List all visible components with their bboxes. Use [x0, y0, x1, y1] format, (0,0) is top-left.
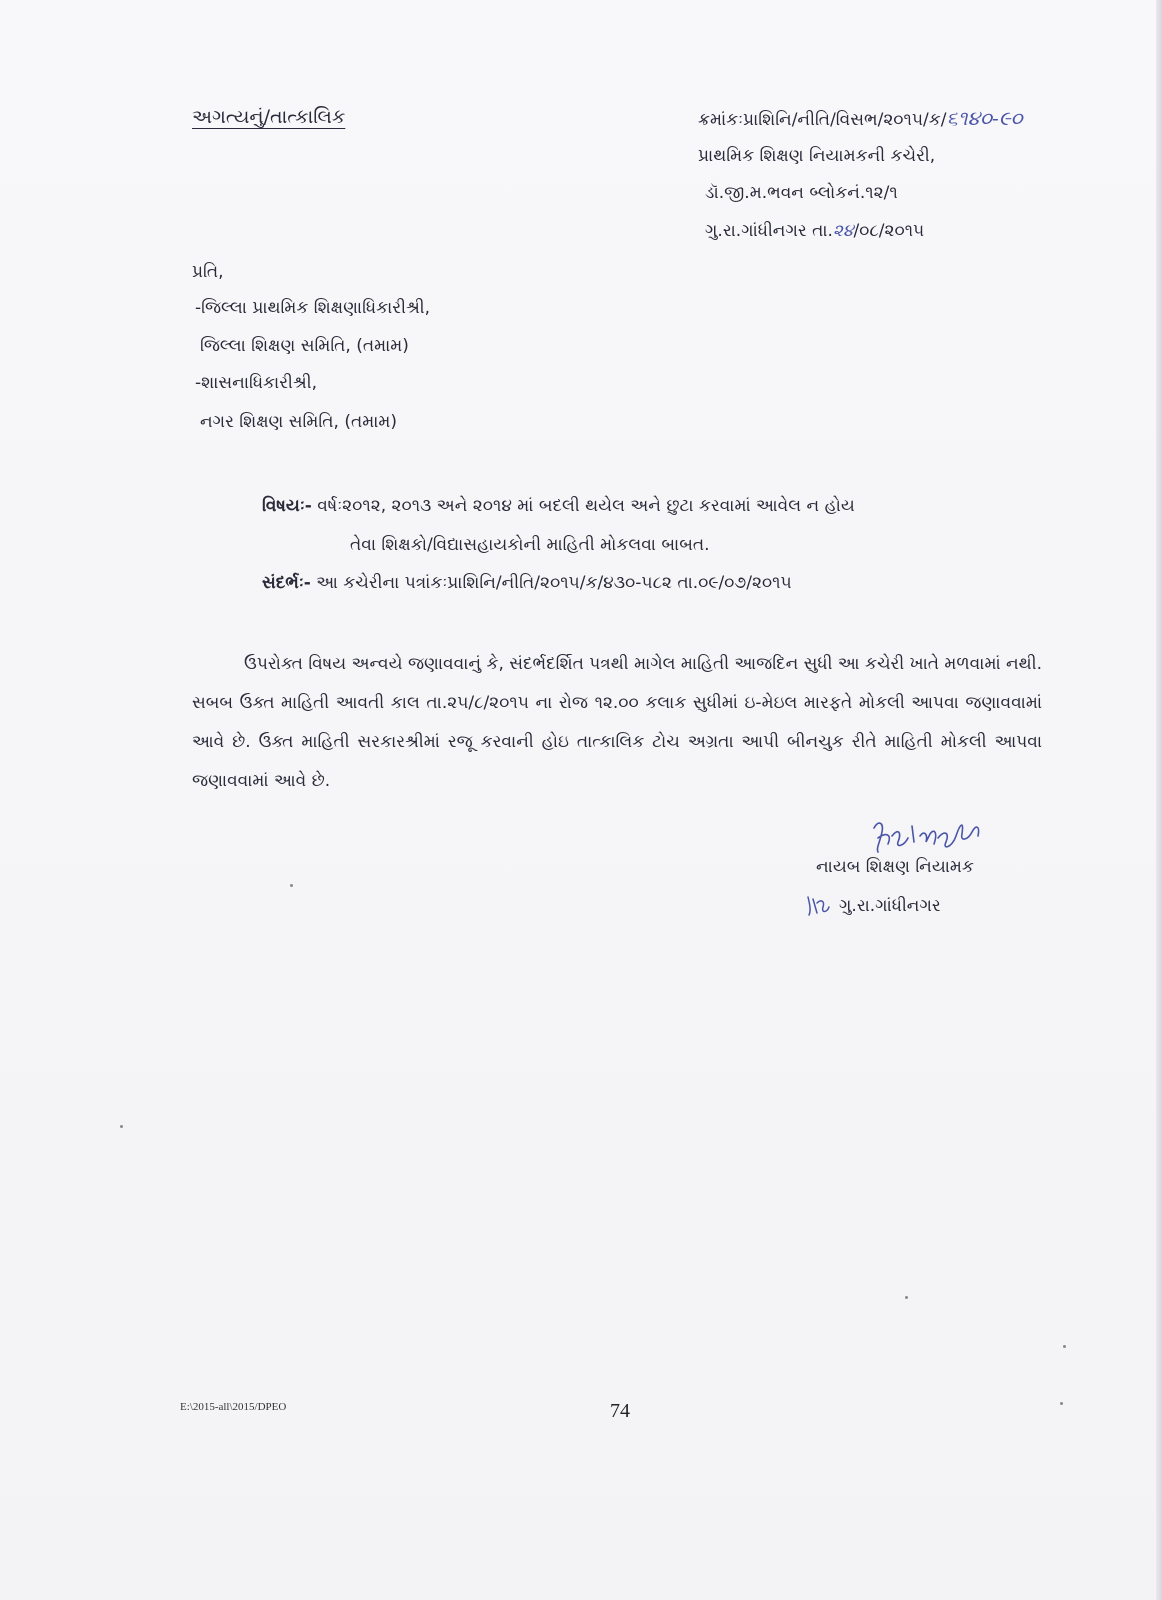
- recipient-line: નગર શિક્ષણ સમિતિ, (તમામ): [200, 412, 398, 432]
- city-date-prefix: ગુ.રા.ગાંધીનગર તા.: [705, 221, 833, 241]
- reference-line: [262, 573, 792, 593]
- signatory-place: [805, 893, 941, 917]
- date-day-handwritten: ૨૪: [832, 221, 854, 241]
- office-address: ડૉ.જી.મ.ભવન બ્લોકનં.૧૨/૧: [705, 183, 898, 203]
- scan-speck: [1060, 1402, 1063, 1405]
- subject-line: [262, 496, 855, 516]
- file-path: E:\2015-all\2015/DPEO: [180, 1401, 287, 1413]
- initials-mark-icon: [805, 893, 831, 917]
- scan-speck: [120, 1125, 123, 1128]
- page-number: 74: [610, 1400, 630, 1422]
- signatory-place-text: ગુ.રા.ગાંધીનગર: [839, 896, 941, 916]
- reference-text: આ કચેરીના પત્રાંકઃપ્રાશિનિ/નીતિ/૨૦૧૫/ક/૪૩૦-૫૮૨ તા.૦૯/૦૭/૨૦૧૫: [310, 573, 792, 593]
- recipient-line: -શાસનાધિકારીશ્રી,: [195, 373, 317, 393]
- page-edge: [1156, 0, 1162, 1600]
- body-paragraph: ઉપરોક્ત વિષય અન્વયે જણાવવાનું કે, સંદર્ભદર્શિત પત્રથી માગેલ માહિતી આજદિન સુધી આ કચેરી ખાતે મળવામાં નથી. સબબ ઉક્ત માહિતી આવતી કાલ તા.૨૫/૮/૨૦૧૫ ના રોજ ૧૨.૦૦ કલાક સુધીમાં ઇ-મેઇલ મારફતે મોકલી આપવા જણાવવામાં આવે છે. ઉક્ત માહિતી સરકારશ્રીમાં રજૂ કરવાની હોઇ તાત્કાલિક ટોચ અગ્રતા આપી બીનચુક રીતે માહિતી મોકલી આપવા જણાવવામાં આવે છે.: [192, 654, 1042, 791]
- reference-number-handwritten: ૬૧૪૦-૯૦: [946, 106, 1023, 130]
- city-date: [705, 221, 924, 241]
- office-name: પ્રાથમિક શિક્ષણ નિયામકની કચેરી,: [698, 146, 936, 166]
- subject-continuation: તેવા શિક્ષકો/વિદ્યાસહાયકોની માહિતી મોકલવા બાબત.: [350, 535, 710, 555]
- reference-label: સંદર્ભઃ-: [262, 573, 311, 593]
- urgent-label: અગત્યનું/તાત્કાલિક: [192, 106, 346, 128]
- recipient-line: -જિલ્લા પ્રાથમિક શિક્ષણાધિકારીશ્રી,: [195, 298, 431, 318]
- scan-speck: [290, 884, 293, 887]
- scan-speck: [1063, 1345, 1066, 1348]
- reference-number: [698, 106, 1023, 130]
- to-label: પ્રતિ,: [192, 262, 224, 282]
- signatory-title: નાયબ શિક્ષણ નિયામક: [816, 857, 974, 877]
- subject-label: વિષયઃ-: [262, 496, 312, 516]
- handwritten-signature-icon: [868, 808, 988, 858]
- reference-number-prefix: ક્રમાંકઃપ્રાશિનિ/નીતિ/વિસભ/૨૦૧૫/ક/: [698, 110, 947, 130]
- recipient-line: જિલ્લા શિક્ષણ સમિતિ, (તમામ): [200, 336, 409, 356]
- scan-speck: [905, 1296, 908, 1299]
- date-rest: /૦૮/૨૦૧૫: [853, 221, 925, 241]
- subject-text: વર્ષઃ૨૦૧૨, ૨૦૧૩ અને ૨૦૧૪ માં બદલી થયેલ અને છુટા કરવામાં આવેલ ન હોય: [311, 496, 855, 516]
